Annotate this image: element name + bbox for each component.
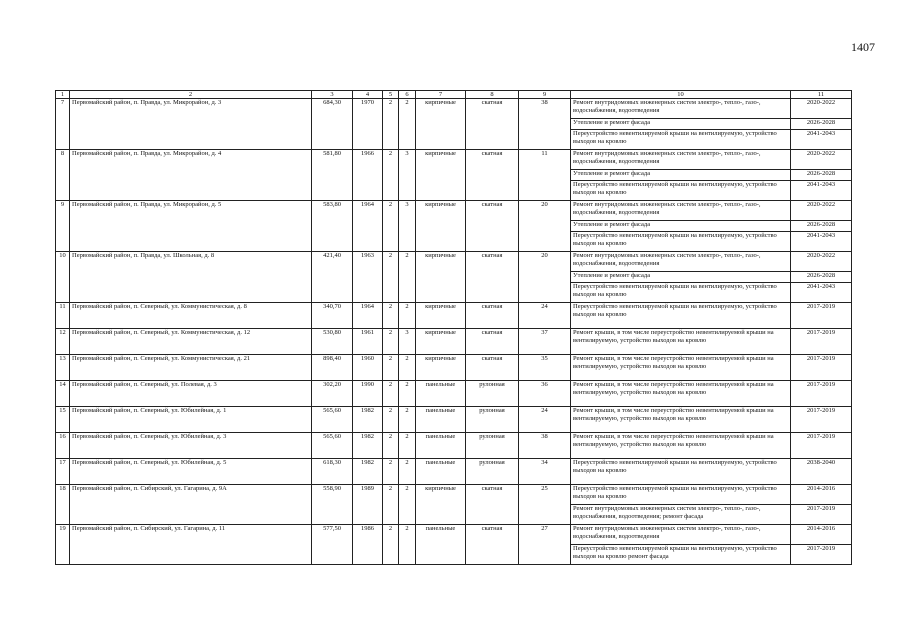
row-number: 11	[56, 303, 70, 329]
column-number-header: 9	[519, 91, 571, 99]
table-row	[56, 433, 852, 459]
work-period: 2026-2028	[791, 272, 852, 283]
column-9: 37	[519, 329, 571, 355]
address: Первомайский район, п. Северный, ул. Юбилейная, д. 5	[70, 459, 312, 485]
floors: 2	[383, 150, 399, 201]
roof-type: скатная	[466, 150, 519, 201]
table-row	[56, 381, 852, 407]
address: Первомайский район, п. Правда, ул. Микрорайон, д. 5	[70, 201, 312, 252]
work-period: 2041-2043	[791, 181, 852, 201]
wall-material: панельные	[416, 525, 466, 565]
work-description: Переустройство невентилируемой крыши на вентилируемую, устройство выходов на кровлю ремонт фасада	[571, 545, 791, 565]
entrances: 2	[399, 485, 416, 525]
wall-material: кирпичные	[416, 99, 466, 150]
work-description: Ремонт внутридомовых инженерных систем электро-, тепло-, газо-, водоснабжения, водоотведения	[571, 201, 791, 221]
wall-material: кирпичные	[416, 303, 466, 329]
work-description: Ремонт внутридомовых инженерных систем электро-, тепло-, газо-, водоснабжения, водоотведения	[571, 252, 791, 272]
work-description: Ремонт крыши, в том числе переустройство невентилируемой крыши на вентилируемую, устройство выходов на кровлю	[571, 381, 791, 407]
row-number: 8	[56, 150, 70, 201]
build-year: 1970	[353, 99, 383, 150]
build-year: 1982	[353, 459, 383, 485]
total-area: 340,70	[312, 303, 353, 329]
column-number-header: 7	[416, 91, 466, 99]
total-area: 302,20	[312, 381, 353, 407]
floors: 2	[383, 525, 399, 565]
entrances: 2	[399, 99, 416, 150]
row-number: 15	[56, 407, 70, 433]
address: Первомайский район, п. Правда, ул. Школьная, д. 8	[70, 252, 312, 303]
work-period: 2017-2019	[791, 329, 852, 355]
entrances: 2	[399, 407, 416, 433]
column-9: 27	[519, 525, 571, 565]
roof-type: рулонная	[466, 433, 519, 459]
build-year: 1960	[353, 355, 383, 381]
floors: 2	[383, 459, 399, 485]
work-description: Ремонт внутридомовых инженерных систем электро-, тепло-, газо-, водоснабжения, водоотведения	[571, 525, 791, 545]
table-row	[56, 99, 852, 119]
roof-type: рулонная	[466, 407, 519, 433]
build-year: 1963	[353, 252, 383, 303]
table-row	[56, 252, 852, 272]
column-9: 24	[519, 407, 571, 433]
floors: 2	[383, 407, 399, 433]
total-area: 898,40	[312, 355, 353, 381]
column-9: 24	[519, 303, 571, 329]
work-period: 2041-2043	[791, 283, 852, 303]
entrances: 3	[399, 201, 416, 252]
entrances: 2	[399, 355, 416, 381]
work-period: 2014-2016	[791, 525, 852, 545]
address: Первомайский район, п. Правда, ул. Микрорайон, д. 4	[70, 150, 312, 201]
work-period: 2017-2019	[791, 545, 852, 565]
floors: 2	[383, 201, 399, 252]
total-area: 530,80	[312, 329, 353, 355]
row-number: 17	[56, 459, 70, 485]
floors: 2	[383, 329, 399, 355]
row-number: 13	[56, 355, 70, 381]
entrances: 2	[399, 433, 416, 459]
floors: 2	[383, 433, 399, 459]
work-description: Переустройство невентилируемой крыши на вентилируемую, устройство выходов на кровлю	[571, 181, 791, 201]
total-area: 577,50	[312, 525, 353, 565]
build-year: 1982	[353, 407, 383, 433]
table-row	[56, 485, 852, 505]
column-number-header: 8	[466, 91, 519, 99]
work-period: 2020-2022	[791, 201, 852, 221]
row-number: 19	[56, 525, 70, 565]
total-area: 565,60	[312, 407, 353, 433]
row-number: 7	[56, 99, 70, 150]
work-description: Утепление и ремонт фасада	[571, 221, 791, 232]
build-year: 1961	[353, 329, 383, 355]
work-period: 2026-2028	[791, 170, 852, 181]
total-area: 583,80	[312, 201, 353, 252]
column-number-header: 3	[312, 91, 353, 99]
build-year: 1966	[353, 150, 383, 201]
address: Первомайский район, п. Сибирский, ул. Гагарина, д. 9А	[70, 485, 312, 525]
floors: 2	[383, 381, 399, 407]
build-year: 1989	[353, 485, 383, 525]
work-period: 2038-2040	[791, 459, 852, 485]
column-number-header: 4	[353, 91, 383, 99]
total-area: 581,80	[312, 150, 353, 201]
roof-type: скатная	[466, 303, 519, 329]
row-number: 14	[56, 381, 70, 407]
table-row	[56, 329, 852, 355]
column-9: 20	[519, 201, 571, 252]
work-period: 2020-2022	[791, 150, 852, 170]
work-description: Переустройство невентилируемой крыши на вентилируемую, устройство выходов на кровлю	[571, 232, 791, 252]
floors: 2	[383, 485, 399, 525]
column-number-header: 2	[70, 91, 312, 99]
table-row	[56, 525, 852, 545]
work-description: Утепление и ремонт фасада	[571, 119, 791, 130]
work-description: Ремонт крыши, в том числе переустройство невентилируемой крыши на вентилируемую, устройство выходов на кровлю	[571, 329, 791, 355]
row-number: 9	[56, 201, 70, 252]
roof-type: скатная	[466, 329, 519, 355]
wall-material: кирпичные	[416, 355, 466, 381]
build-year: 1964	[353, 201, 383, 252]
roof-type: скатная	[466, 252, 519, 303]
column-9: 38	[519, 99, 571, 150]
wall-material: панельные	[416, 381, 466, 407]
work-description: Ремонт крыши, в том числе переустройство невентилируемой крыши на вентилируемую, устройство выходов на кровлю	[571, 407, 791, 433]
column-number-header: 10	[571, 91, 791, 99]
column-9: 36	[519, 381, 571, 407]
column-number-header: 5	[383, 91, 399, 99]
work-description: Ремонт внутридомовых инженерных систем электро-, тепло-, газо-, водоснабжения, водоотведения; ремонт фасада	[571, 505, 791, 525]
build-year: 1986	[353, 525, 383, 565]
roof-type: скатная	[466, 525, 519, 565]
column-9: 25	[519, 485, 571, 525]
row-number: 10	[56, 252, 70, 303]
total-area: 684,30	[312, 99, 353, 150]
work-description: Утепление и ремонт фасада	[571, 170, 791, 181]
work-description: Утепление и ремонт фасада	[571, 272, 791, 283]
build-year: 1982	[353, 433, 383, 459]
row-number: 16	[56, 433, 70, 459]
address: Первомайский район, п. Сибирский, ул. Гагарина, д. 11	[70, 525, 312, 565]
work-description: Ремонт крыши, в том числе переустройство невентилируемой крыши на вентилируемую, устройство выходов на кровлю	[571, 355, 791, 381]
column-9: 11	[519, 150, 571, 201]
entrances: 3	[399, 329, 416, 355]
work-period: 2026-2028	[791, 119, 852, 130]
total-area: 421,40	[312, 252, 353, 303]
entrances: 2	[399, 303, 416, 329]
table-row	[56, 459, 852, 485]
table-row	[56, 407, 852, 433]
header-row	[56, 91, 852, 99]
roof-type: скатная	[466, 485, 519, 525]
column-number-header: 1	[56, 91, 70, 99]
entrances: 2	[399, 381, 416, 407]
build-year: 1990	[353, 381, 383, 407]
address: Первомайский район, п. Северный, ул. Коммунистическая, д. 21	[70, 355, 312, 381]
wall-material: панельные	[416, 407, 466, 433]
work-period: 2041-2043	[791, 130, 852, 150]
work-period: 2014-2016	[791, 485, 852, 505]
roof-type: скатная	[466, 355, 519, 381]
wall-material: кирпичные	[416, 485, 466, 525]
work-period: 2020-2022	[791, 99, 852, 119]
roof-type: рулонная	[466, 459, 519, 485]
work-period: 2017-2019	[791, 381, 852, 407]
floors: 2	[383, 303, 399, 329]
work-period: 2017-2019	[791, 433, 852, 459]
address: Первомайский район, п. Правда, ул. Микрорайон, д. 3	[70, 99, 312, 150]
entrances: 2	[399, 252, 416, 303]
row-number: 12	[56, 329, 70, 355]
work-description: Переустройство невентилируемой крыши на вентилируемую, устройство выходов на кровлю	[571, 130, 791, 150]
table-row	[56, 303, 852, 329]
address: Первомайский район, п. Северный, ул. Юбилейная, д. 1	[70, 407, 312, 433]
roof-type: скатная	[466, 99, 519, 150]
wall-material: панельные	[416, 459, 466, 485]
total-area: 618,30	[312, 459, 353, 485]
work-period: 2041-2043	[791, 232, 852, 252]
capital-repair-table	[55, 90, 852, 565]
work-period: 2017-2019	[791, 407, 852, 433]
work-description: Переустройство невентилируемой крыши на вентилируемую, устройство выходов на кровлю	[571, 459, 791, 485]
work-period: 2017-2019	[791, 355, 852, 381]
work-description: Переустройство невентилируемой крыши на вентилируемую, устройство выходов на кровлю	[571, 283, 791, 303]
wall-material: кирпичные	[416, 150, 466, 201]
entrances: 2	[399, 525, 416, 565]
wall-material: кирпичные	[416, 252, 466, 303]
table-row	[56, 150, 852, 170]
column-9: 35	[519, 355, 571, 381]
total-area: 565,60	[312, 433, 353, 459]
address: Первомайский район, п. Северный, ул. Полевая, д. 3	[70, 381, 312, 407]
column-9: 38	[519, 433, 571, 459]
address: Первомайский район, п. Северный, ул. Юбилейная, д. 3	[70, 433, 312, 459]
work-description: Ремонт крыши, в том числе переустройство невентилируемой крыши на вентилируемую, устройство выходов на кровлю	[571, 433, 791, 459]
work-description: Ремонт внутридомовых инженерных систем электро-, тепло-, газо-, водоснабжения, водоотведения	[571, 150, 791, 170]
floors: 2	[383, 99, 399, 150]
column-9: 34	[519, 459, 571, 485]
work-description: Переустройство невентилируемой крыши на вентилируемую, устройство выходов на кровлю	[571, 485, 791, 505]
entrances: 3	[399, 150, 416, 201]
work-description: Ремонт внутридомовых инженерных систем электро-, тепло-, газо-, водоснабжения, водоотведения	[571, 99, 791, 119]
wall-material: панельные	[416, 433, 466, 459]
table-row	[56, 201, 852, 221]
floors: 2	[383, 355, 399, 381]
address: Первомайский район, п. Северный, ул. Коммунистическая, д. 8	[70, 303, 312, 329]
work-description: Переустройство невентилируемой крыши на вентилируемую, устройство выходов на кровлю	[571, 303, 791, 329]
column-9: 20	[519, 252, 571, 303]
work-period: 2020-2022	[791, 252, 852, 272]
column-number-header: 6	[399, 91, 416, 99]
roof-type: рулонная	[466, 381, 519, 407]
entrances: 2	[399, 459, 416, 485]
page-number: 1407	[851, 40, 875, 54]
build-year: 1964	[353, 303, 383, 329]
roof-type: скатная	[466, 201, 519, 252]
work-period: 2017-2019	[791, 505, 852, 525]
total-area: 558,90	[312, 485, 353, 525]
row-number: 18	[56, 485, 70, 525]
table-row	[56, 355, 852, 381]
address: Первомайский район, п. Северный, ул. Коммунистическая, д. 12	[70, 329, 312, 355]
work-period: 2026-2028	[791, 221, 852, 232]
wall-material: кирпичные	[416, 201, 466, 252]
work-period: 2017-2019	[791, 303, 852, 329]
wall-material: кирпичные	[416, 329, 466, 355]
floors: 2	[383, 252, 399, 303]
column-number-header: 11	[791, 91, 852, 99]
